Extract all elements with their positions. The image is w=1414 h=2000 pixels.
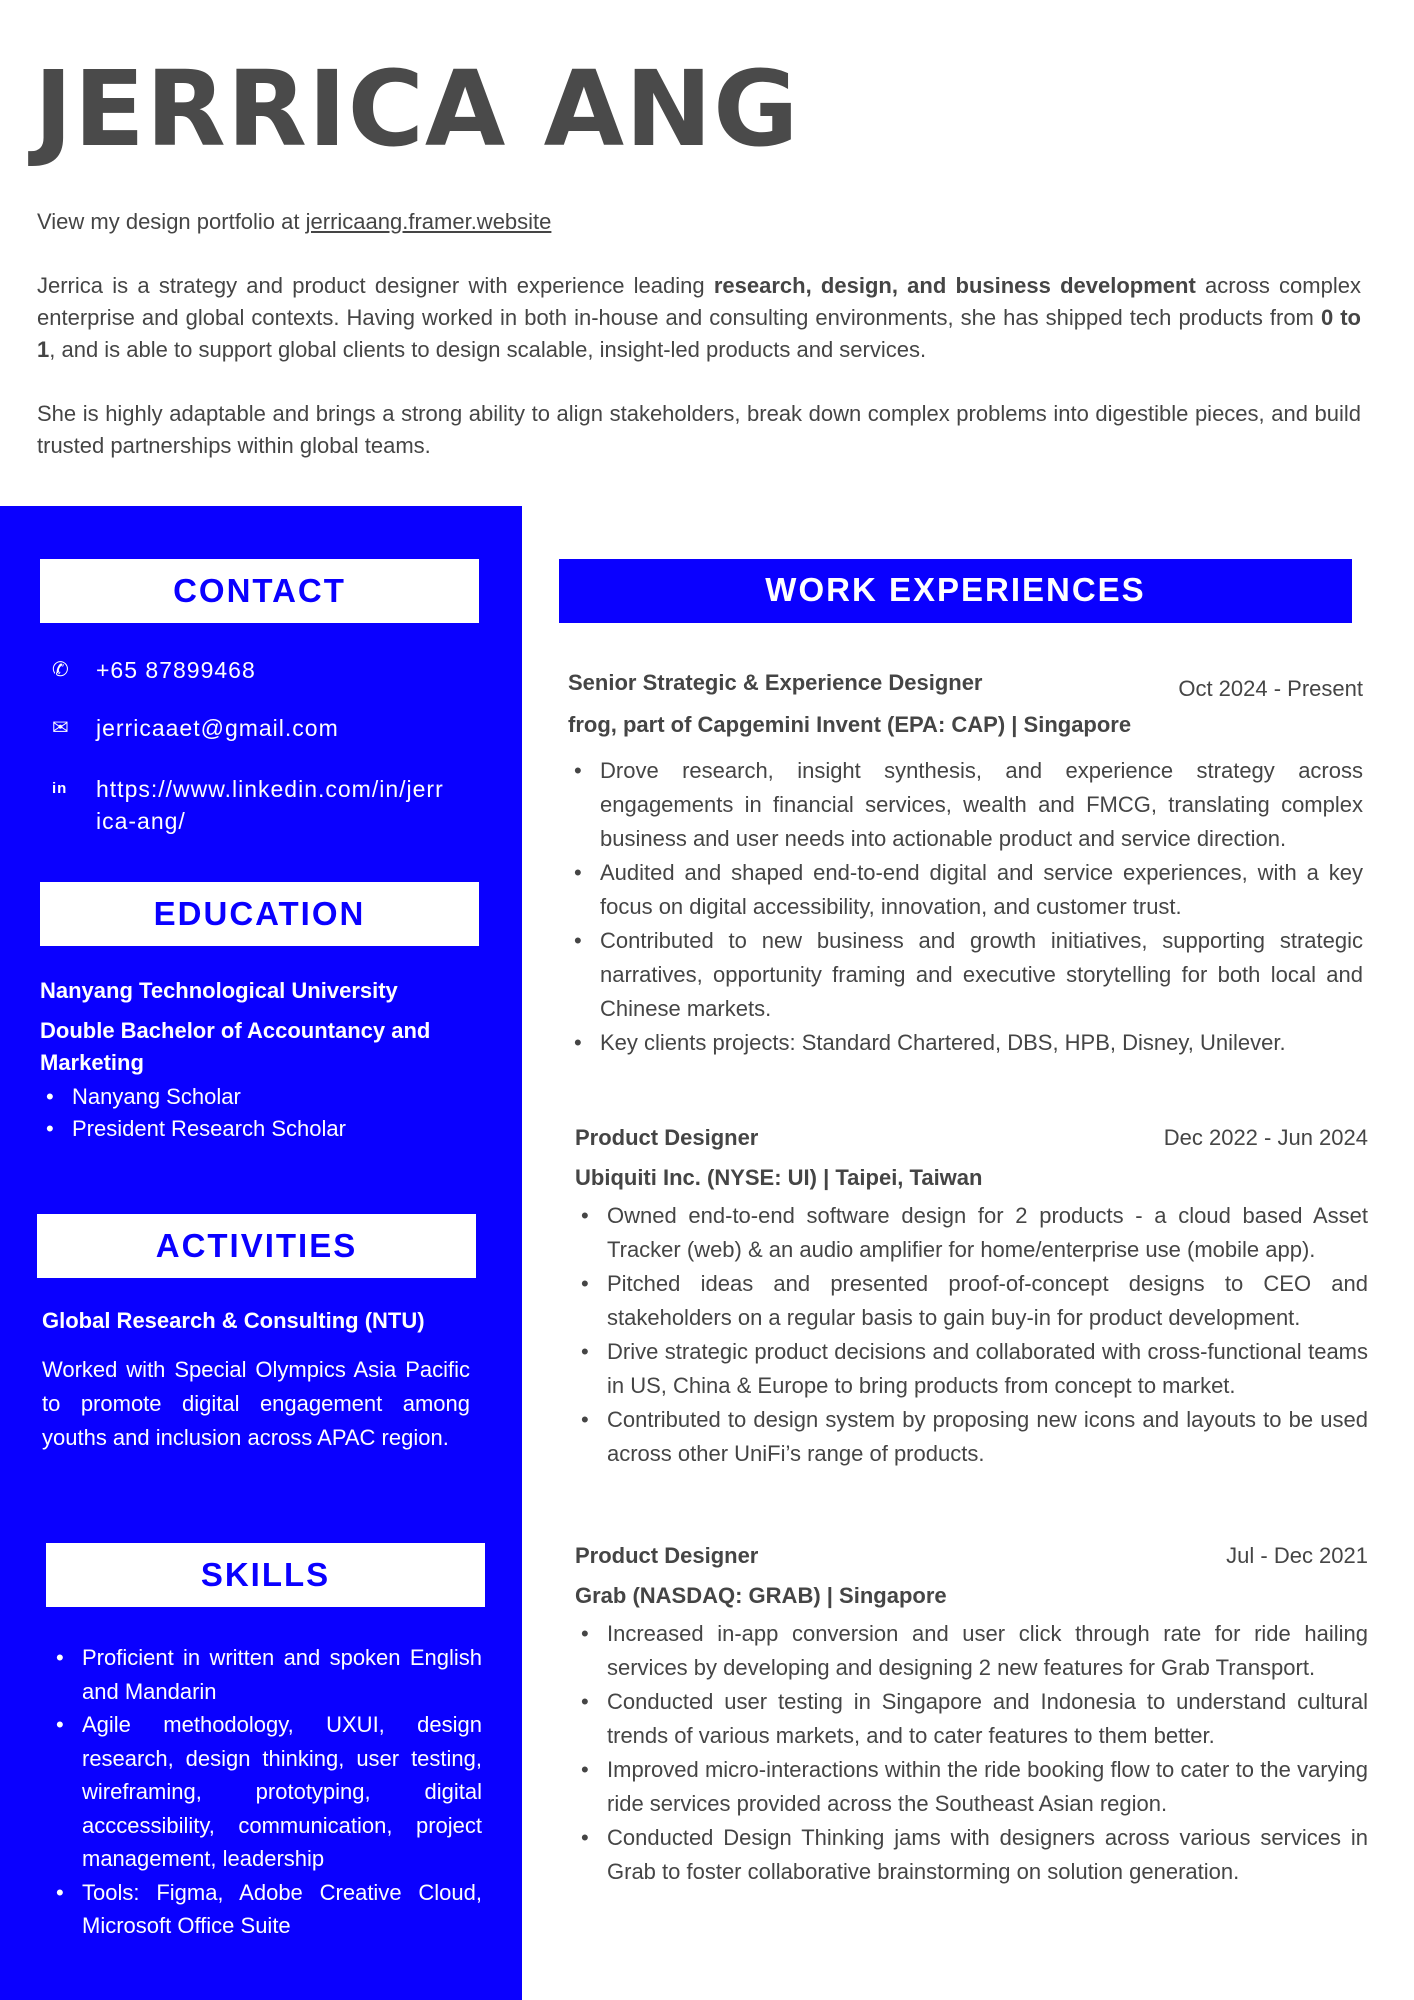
job-bullet: • Drove research, insight synthesis, and experience strategy across engagements in financial services, wealth and FMCG, translating complex business and user needs into actionable product and service direction. <box>568 754 1363 856</box>
job-bullet: • Owned end-to-end software design for 2 products - a cloud based Asset Tracker (web) & an audio amplifier for home/enterprise use (mobile app). <box>575 1199 1368 1267</box>
job-date: Jul - Dec 2021 <box>1226 1543 1368 1568</box>
job-date: Oct 2024 - Present <box>1178 676 1363 701</box>
bio-bold: 0 to 1 <box>37 305 1361 362</box>
job-bullet: • Improved micro-interactions within the ride booking flow to cater to the varying ride services provided across the Southeast Asian region. <box>575 1753 1368 1821</box>
job-entry <box>568 666 1363 1060</box>
contact-heading: CONTACT <box>40 559 479 623</box>
job-bullet: • Key clients projects: Standard Chartered, DBS, HPB, Disney, Unilever. <box>568 1026 1363 1060</box>
job-date: Dec 2022 - Jun 2024 <box>1163 1125 1368 1150</box>
skills-section <box>50 1641 482 1943</box>
job-bullet: • Conducted Design Thinking jams with designers across various services in Grab to foster collaborative brainstorming on solution generation. <box>575 1821 1368 1889</box>
job-company: Grab (NASDAQ: GRAB) | Singapore <box>575 1583 947 1608</box>
degree: Double Bachelor of Accountancy and Marketing <box>40 1018 431 1075</box>
bio-bold: research, design, and business development <box>713 273 1196 298</box>
portfolio-link[interactable]: jerricaang.framer.website <box>305 209 552 234</box>
education-item: • President Research Scholar <box>40 1113 460 1145</box>
portfolio-line <box>37 206 1361 238</box>
job-bullet: • Increased in-app conversion and user click through rate for ride hailing services by developing and designing 2 new features for Grab Transport. <box>575 1617 1368 1685</box>
job-role: Product Designer <box>575 1543 759 1568</box>
phone-icon: ✆ <box>52 659 70 681</box>
candidate-name: JERRICA ANG <box>34 48 800 170</box>
education-item: • Nanyang Scholar <box>40 1081 460 1113</box>
job-company: frog, part of Capgemini Invent (EPA: CAP) | Singapore <box>568 712 1132 737</box>
job-company: Ubiquiti Inc. (NYSE: UI) | Taipei, Taiwan <box>575 1165 983 1190</box>
bio-text: , and is able to support global clients to design scalable, insight-led products and services. <box>49 337 927 362</box>
envelope-icon: ✉ <box>52 717 70 739</box>
bio-text: Jerrica is a strategy and product designer with experience leading <box>37 273 714 298</box>
activity-desc: Worked with Special Olympics Asia Pacific to promote digital engagement among youths and inclusion across APAC region. <box>42 1357 470 1450</box>
contact-email <box>52 712 339 744</box>
contact-phone <box>52 654 256 686</box>
job-bullet: • Audited and shaped end-to-end digital and service experiences, with a key focus on digital accessibility, innovation, and customer trust. <box>568 856 1363 924</box>
activity-org: Global Research & Consulting (NTU) <box>42 1308 425 1333</box>
phone-text: +65 87899468 <box>96 657 256 683</box>
contact-linkedin <box>52 773 452 837</box>
skill-item: • Agile methodology, UXUI, design research, design thinking, user testing, wireframing, prototyping, digital acccessibility, communication, project management, leadership <box>50 1708 482 1876</box>
job-entry <box>575 1121 1368 1471</box>
education-heading: EDUCATION <box>40 882 479 946</box>
job-bullet: • Drive strategic product decisions and collaborated with cross-functional teams in US, China & Europe to bring products from concept to market. <box>575 1335 1368 1403</box>
bio-paragraph-1 <box>37 270 1361 366</box>
activities-heading: ACTIVITIES <box>37 1214 476 1278</box>
bio-text: across complex enterprise and global contexts. Having worked in both in-house and consulting environments, she has shipped tech products from <box>37 273 1361 330</box>
bio-paragraph-2: She is highly adaptable and brings a strong ability to align stakeholders, break down complex problems into digestible pieces, and build trusted partnerships within global teams. <box>37 401 1361 458</box>
activities-section <box>42 1305 470 1455</box>
job-bullet: • Conducted user testing in Singapore and Indonesia to understand cultural trends of various markets, and to cater features to them better. <box>575 1685 1368 1753</box>
skills-heading: SKILLS <box>46 1543 485 1607</box>
skill-item: • Proficient in written and spoken English and Mandarin <box>50 1641 482 1708</box>
linkedin-icon: in <box>52 780 68 797</box>
job-bullet: • Pitched ideas and presented proof-of-concept designs to CEO and stakeholders on a regular basis to gain buy-in for product development. <box>575 1267 1368 1335</box>
job-bullet: • Contributed to design system by proposing new icons and layouts to be used across other UniFi’s range of products. <box>575 1403 1368 1471</box>
education-section <box>40 975 460 1145</box>
linkedin-text[interactable]: https://www.linkedin.com/in/jerrica-ang/ <box>96 776 444 834</box>
portfolio-prefix: View my design portfolio at <box>37 209 306 234</box>
skill-item: • Tools: Figma, Adobe Creative Cloud, Microsoft Office Suite <box>50 1876 482 1943</box>
job-bullet: • Contributed to new business and growth initiatives, supporting strategic narratives, opportunity framing and executive storytelling for both local and Chinese markets. <box>568 924 1363 1026</box>
job-role: Senior Strategic & Experience Designer <box>568 670 983 695</box>
school-name: Nanyang Technological University <box>40 978 398 1003</box>
work-heading: WORK EXPERIENCES <box>559 559 1352 623</box>
job-entry <box>575 1539 1368 1889</box>
email-text[interactable]: jerricaaet@gmail.com <box>96 715 339 741</box>
job-role: Product Designer <box>575 1125 759 1150</box>
